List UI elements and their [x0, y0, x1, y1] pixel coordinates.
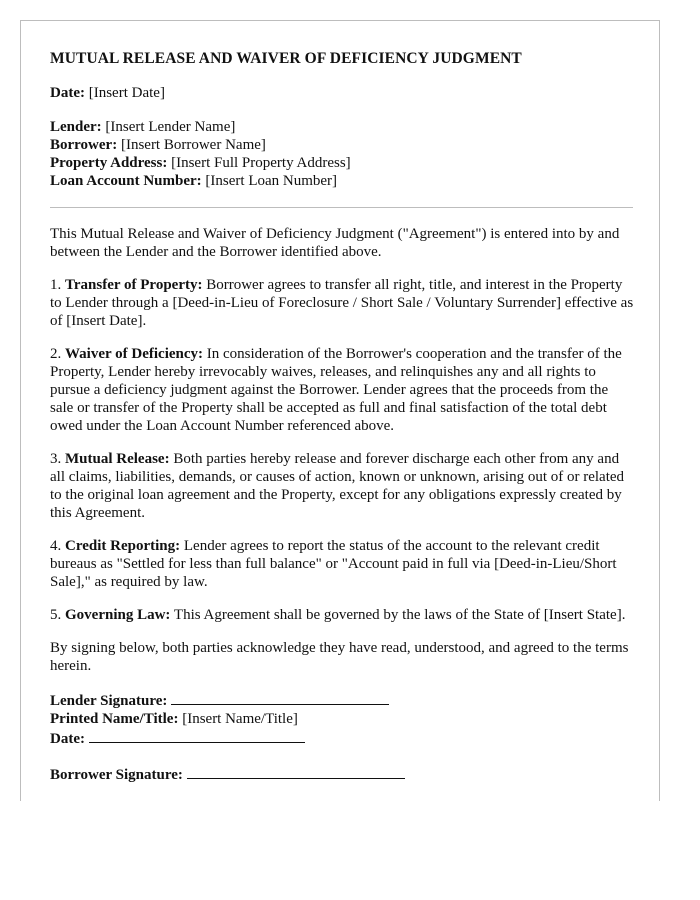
section-waiver-of-deficiency — [50, 345, 634, 435]
section-number: 4. — [50, 538, 62, 554]
divider — [50, 207, 633, 208]
date-value: [Insert Date] — [88, 85, 165, 101]
lender-signature-block — [50, 690, 634, 748]
lender-line — [50, 118, 634, 136]
lender-signature-line — [50, 690, 634, 710]
document-page — [20, 20, 660, 801]
section-heading: Mutual Release: — [65, 451, 170, 467]
section-text: Both parties hereby release and forever discharge each other from any and all claims, liabilities, demands, or causes of action, known or unknown, arising out of or related to the original loan agreement and the Property, except for any obligations expressly created by this Agreement. — [50, 451, 625, 521]
borrower-signature-label: Borrower Signature: — [50, 767, 183, 783]
section-number: 3. — [50, 451, 62, 467]
lender-date-line — [50, 728, 634, 748]
section-text: Borrower agrees to transfer all right, title, and interest in the Property to Lender through a [Deed-in-Lieu of Foreclosure / Short Sale / Voluntary Surrender] effective as of [Insert Date]. — [50, 277, 634, 329]
printed-name-line — [50, 710, 634, 728]
lender-date-field[interactable] — [89, 728, 305, 743]
section-heading: Governing Law: — [65, 607, 171, 623]
intro-paragraph: This Mutual Release and Waiver of Deficiency Judgment ("Agreement") is entered into by and between the Lender and the Borrower identified above. — [50, 226, 620, 260]
borrower-signature-line — [50, 764, 634, 784]
printed-name-value: [Insert Name/Title] — [182, 711, 298, 727]
lender-signature-field[interactable] — [171, 690, 389, 705]
loan-account-value: [Insert Loan Number] — [205, 173, 338, 189]
section-heading: Waiver of Deficiency: — [65, 346, 204, 362]
property-address-line — [50, 154, 634, 172]
property-address-label: Property Address: — [50, 155, 168, 171]
section-text: In consideration of the Borrower's cooperation and the transfer of the Property, Lender hereby irrevocably waives, releases, and relinquishes any and all rights to pursue a deficiency judgment against the Borrower. Lender agrees that the proceeds from the sale or transfer of the Property shall be accepted as full and final satisfaction of the total debt owed under the Loan Account Number referenced above. — [50, 346, 622, 434]
loan-account-label: Loan Account Number: — [50, 173, 202, 189]
lender-label: Lender: — [50, 119, 102, 135]
section-number: 5. — [50, 607, 62, 623]
document-content — [50, 50, 634, 784]
section-heading: Transfer of Property: — [65, 277, 203, 293]
section-number: 2. — [50, 346, 62, 362]
loan-account-line — [50, 172, 634, 190]
lender-signature-label: Lender Signature: — [50, 693, 168, 709]
document-title: MUTUAL RELEASE AND WAIVER OF DEFICIENCY JUDGMENT — [50, 50, 522, 67]
borrower-label: Borrower: — [50, 137, 118, 153]
section-credit-reporting — [50, 537, 634, 591]
borrower-line — [50, 136, 634, 154]
section-mutual-release — [50, 450, 634, 522]
parties-block — [50, 118, 634, 190]
section-heading: Credit Reporting: — [65, 538, 181, 554]
section-number: 1. — [50, 277, 62, 293]
lender-date-label: Date: — [50, 731, 85, 747]
lender-value: [Insert Lender Name] — [105, 119, 236, 135]
date-line — [50, 84, 634, 102]
borrower-signature-field[interactable] — [187, 764, 405, 779]
property-address-value: [Insert Full Property Address] — [171, 155, 351, 171]
section-text: Lender agrees to report the status of the account to the relevant credit bureaus as "Settled for less than full balance" or "Account paid in full via [Deed-in-Lieu/Short Sale]," as required by law. — [50, 538, 617, 590]
section-governing-law — [50, 606, 634, 624]
closing-paragraph: By signing below, both parties acknowledge they have read, understood, and agreed to the terms herein. — [50, 640, 629, 674]
date-label: Date: — [50, 85, 85, 101]
section-transfer-of-property — [50, 276, 634, 330]
borrower-value: [Insert Borrower Name] — [120, 137, 266, 153]
printed-name-label: Printed Name/Title: — [50, 711, 179, 727]
section-text: This Agreement shall be governed by the laws of the State of [Insert State]. — [173, 607, 626, 623]
